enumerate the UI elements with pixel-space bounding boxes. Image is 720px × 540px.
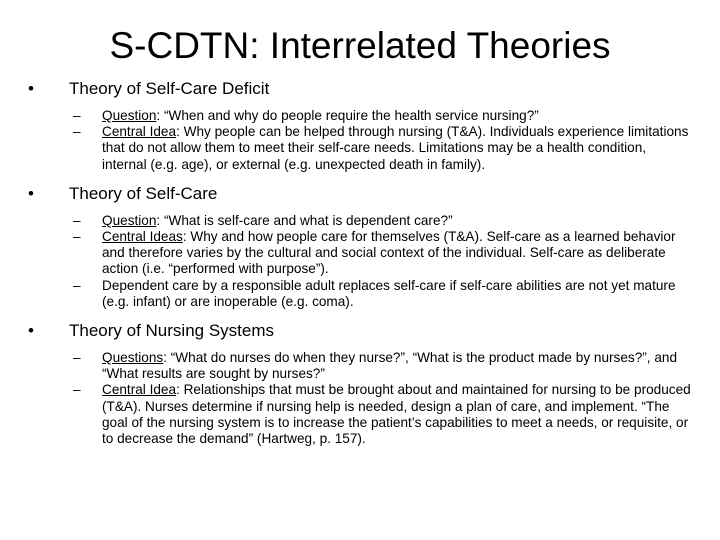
- topic-nursing-systems: [28, 320, 692, 342]
- item-term: Central Idea: [102, 124, 177, 140]
- slide-title: S-CDTN: Interrelated Theories: [109, 25, 611, 66]
- dash-icon: –: [73, 229, 81, 245]
- item-text: : Why people can be helped through nursing (T&A). Individuals experience limitations that do not allow them to meet their self-care needs. Limitations may be a health condition, internal (e.g. age), or external (e.g. unexpected death in family).: [102, 124, 689, 172]
- dash-icon: –: [73, 350, 81, 366]
- item-text: : Relationships that must be brought about and maintained for nursing to be produced (T&A). Nurses determine if nursing help is needed, design a plan of care, and implement. “The goal of the nursing system is to increase the patient’s capabilities to meet a needs, or requisite, or to decrease the demand” (Hartweg, p. 157).: [102, 382, 691, 447]
- bullet-icon: •: [28, 321, 34, 341]
- item-text: : “What is self-care and what is dependent care?”: [156, 212, 453, 228]
- item-term: Question: [102, 212, 157, 228]
- slide-body: [28, 78, 692, 447]
- bullet-icon: •: [28, 183, 34, 203]
- topic-items: [28, 213, 692, 310]
- topic-items: [28, 108, 692, 173]
- item-term: Questions: [102, 350, 164, 366]
- list-item: [28, 124, 692, 173]
- list-item: [28, 350, 692, 382]
- bullet-icon: •: [28, 79, 34, 98]
- topic-items: [28, 350, 692, 447]
- list-item: [28, 108, 692, 124]
- list-item: [28, 382, 692, 447]
- item-term: Question: [102, 108, 157, 123]
- topic-self-care: [28, 183, 692, 205]
- dash-icon: –: [73, 212, 81, 228]
- dash-icon: –: [73, 382, 81, 398]
- dash-icon: –: [73, 108, 81, 123]
- dash-icon: –: [73, 124, 81, 140]
- item-text: : “What do nurses do when they nurse?”, “What is the product made by nurses?”, and “What results are sought by nurses?”: [102, 350, 678, 382]
- dash-icon: –: [73, 277, 81, 293]
- item-term: Central Ideas: [102, 229, 183, 245]
- item-text: : “When and why do people require the health service nursing?”: [156, 108, 539, 123]
- topic-heading: Theory of Self-Care: [69, 183, 218, 203]
- item-text: : Why and how people care for themselves (T&A). Self-care as a learned behavior and therefore varies by the cultural and social context of the individual. Self-care as deliberate action (i.e. “performed with purpose”).: [102, 229, 676, 277]
- item-term: Central Idea: [102, 382, 177, 398]
- list-item: [28, 229, 692, 278]
- topic-heading: Theory of Self-Care Deficit: [69, 79, 270, 98]
- topic-heading: Theory of Nursing Systems: [69, 321, 275, 341]
- topic-self-care-deficit: [28, 78, 692, 100]
- list-item: [28, 213, 692, 229]
- list-item: [28, 278, 692, 310]
- item-text: Dependent care by a responsible adult replaces self-care if self-care abilities are not yet mature (e.g. infant) or are inoperable (e.g. coma).: [102, 277, 676, 309]
